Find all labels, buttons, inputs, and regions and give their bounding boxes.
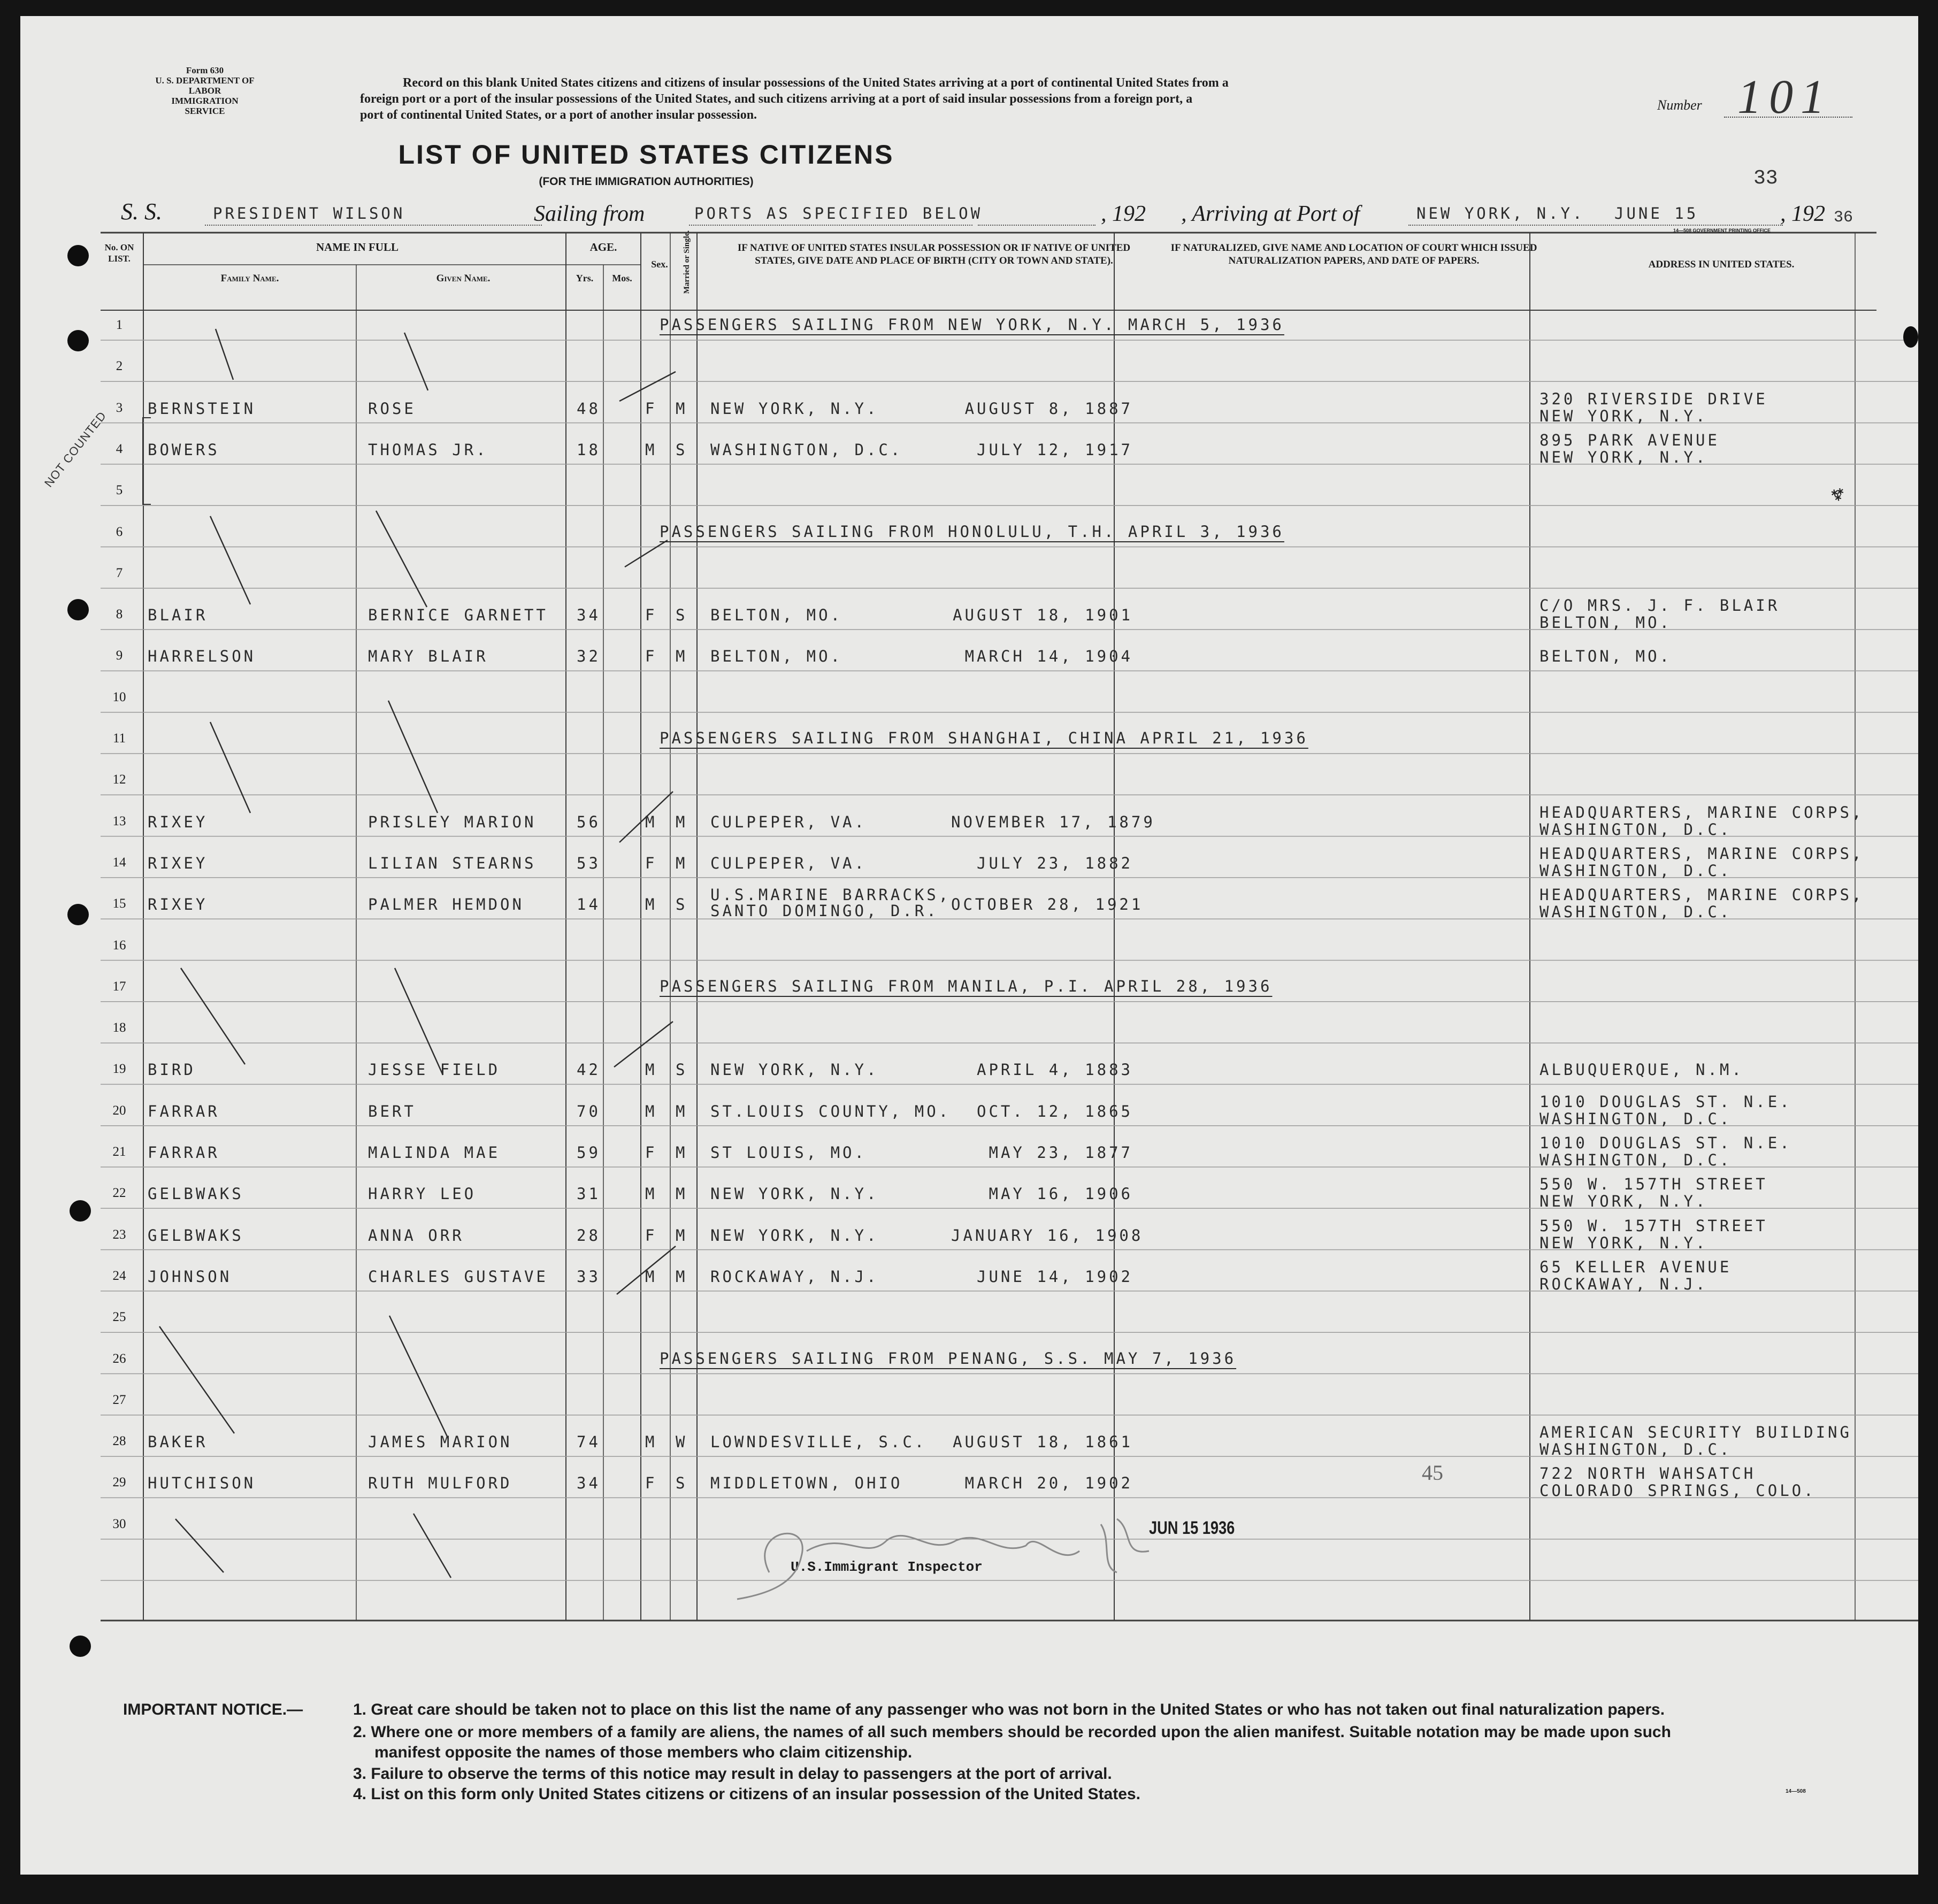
header-naturalization: IF NATURALIZED, GIVE NAME AND LOCATION OF COURT WHICH ISSUED NATURALIZATION PAPERS, AND DATE OF PAPERS.: [1170, 242, 1537, 266]
address-line-1-cell: 1010 DOUGLAS ST. N.E.: [1539, 1092, 1792, 1111]
intro-line-2: foreign port or a port of the insular possessions of the United States, and such citizens arriving at a port of said insular possessions from a foreign port, a: [360, 92, 1193, 106]
age-years-cell: 59: [577, 1143, 601, 1162]
birth-date-cell: JUNE 14, 1902: [977, 1267, 1133, 1286]
service-name: IMMIGRATION SERVICE: [171, 96, 239, 116]
address-line-2-cell: WASHINGTON, D.C.: [1539, 1151, 1732, 1169]
birth-place-cell: ST.LOUIS COUNTY, MO.: [710, 1102, 951, 1120]
birth-place-cell: BELTON, MO.: [710, 606, 843, 625]
row-number: 4: [116, 441, 123, 456]
birth-date-cell: NOVEMBER 17, 1879: [951, 812, 1155, 831]
number-label: Number: [1657, 97, 1702, 113]
birth-date-cell: MARCH 14, 1904: [964, 647, 1133, 666]
punch-hole: [67, 330, 89, 351]
header-married-single: Married or Single.: [683, 230, 691, 294]
row-number: 21: [112, 1145, 126, 1159]
marital-status-cell: S: [676, 1061, 688, 1079]
not-counted-annotation: NOT COUNTED: [42, 409, 109, 490]
sex-cell: F: [645, 854, 657, 872]
marital-status-cell: M: [676, 812, 688, 831]
row-number: 30: [112, 1516, 126, 1531]
family-name-cell: BLAIR: [148, 606, 208, 625]
intro-line-3: port of continental United States, or a port of another insular possession.: [360, 108, 757, 122]
given-name-cell: LILIAN STEARNS: [368, 854, 537, 872]
marital-status-cell: S: [676, 1474, 688, 1493]
printer-mark: 14—508 GOVERNMENT PRINTING OFFICE: [1673, 228, 1771, 233]
marital-status-cell: W: [676, 1433, 688, 1452]
row-number: 27: [112, 1392, 126, 1407]
header-family-name: Family Name.: [220, 273, 279, 284]
row-number: 1: [116, 318, 123, 332]
birth-date-cell: AUGUST 18, 1861: [953, 1433, 1133, 1452]
sex-cell: M: [645, 1267, 657, 1286]
birth-place-cell: U.S.MARINE BARRACKS,: [710, 886, 951, 904]
birth-place-cell: WASHINGTON, D.C.: [710, 440, 903, 459]
header-given-name: Given Name.: [436, 273, 491, 284]
given-name-cell: BERT: [368, 1102, 416, 1120]
address-line-2-cell: WASHINGTON, D.C.: [1539, 903, 1732, 922]
birth-place-cell: BELTON, MO.: [710, 647, 843, 666]
header-years: Yrs.: [576, 273, 594, 283]
address-line-1-cell: 895 PARK AVENUE: [1539, 431, 1720, 449]
row-number: 20: [112, 1103, 126, 1118]
given-name-cell: ROSE: [368, 399, 416, 418]
header-place-of-birth: IF NATIVE OF UNITED STATES INSULAR POSSESSION OR IF NATIVE OF UNITED STATES, GIVE DATE AND PLACE OF BIRTH (CITY OR TOWN AND STATE).: [737, 242, 1131, 266]
address-line-1-cell: HEADQUARTERS, MARINE CORPS,: [1539, 886, 1864, 904]
birth-place-cell: CULPEPER, VA.: [710, 854, 867, 872]
marital-status-cell: S: [676, 440, 688, 459]
section-heading: PASSENGERS SAILING FROM MANILA, P.I. APRIL 28, 1936: [660, 977, 1273, 995]
punch-hole: [67, 245, 89, 266]
document-subtitle: (FOR THE IMMIGRATION AUTHORITIES): [539, 175, 754, 188]
given-name-cell: PRISLEY MARION: [368, 812, 537, 831]
family-name-cell: GELBWAKS: [148, 1226, 244, 1245]
family-name-cell: BOWERS: [148, 440, 220, 459]
notice-item-4: 4. List on this form only United States citizens or citizens of an insular possession of the United States.: [353, 1785, 1140, 1803]
sex-cell: M: [645, 1102, 657, 1120]
given-name-cell: HARRY LEO: [368, 1185, 477, 1203]
row-number: 12: [112, 772, 126, 787]
row-number: 18: [112, 1020, 126, 1035]
row-number: 7: [116, 565, 123, 580]
address-line-2-cell: WASHINGTON, D.C.: [1539, 820, 1732, 839]
birth-date-cell: MARCH 20, 1902: [964, 1474, 1133, 1493]
family-name-cell: RIXEY: [148, 812, 208, 831]
birth-place-cell: NEW YORK, N.Y.: [710, 1185, 879, 1203]
marital-status-cell: M: [676, 647, 688, 666]
address-line-1-cell: 1010 DOUGLAS ST. N.E.: [1539, 1134, 1792, 1152]
age-years-cell: 33: [577, 1267, 601, 1286]
given-name-cell: MALINDA MAE: [368, 1143, 501, 1162]
given-name-cell: PALMER HEMDON: [368, 895, 524, 914]
section-heading: PASSENGERS SAILING FROM SHANGHAI, CHINA APRIL 21, 1936: [660, 729, 1308, 747]
row-number: 15: [112, 896, 126, 911]
inspector-signature: [705, 1508, 1176, 1615]
given-name-cell: CHARLES GUSTAVE: [368, 1267, 548, 1286]
marital-status-cell: M: [676, 1143, 688, 1162]
header-address: ADDRESS IN UNITED STATES.: [1648, 259, 1795, 270]
inspector-title: U.S.Immigrant Inspector: [791, 1559, 983, 1575]
age-years-cell: 18: [577, 440, 601, 459]
row-number: 13: [112, 813, 126, 828]
given-name-cell: JESSE FIELD: [368, 1061, 501, 1079]
address-line-2-cell: WASHINGTON, D.C.: [1539, 1109, 1732, 1128]
row-number: 14: [112, 855, 126, 870]
age-years-cell: 31: [577, 1185, 601, 1203]
row-number: 22: [112, 1186, 126, 1201]
given-name-cell: BERNICE GARNETT: [368, 606, 548, 625]
family-name-cell: RIXEY: [148, 854, 208, 872]
family-name-cell: HUTCHISON: [148, 1474, 256, 1493]
given-name-cell: THOMAS JR.: [368, 440, 488, 459]
form-number: Form 630: [186, 65, 224, 75]
address-line-2-cell: NEW YORK, N.Y.: [1539, 1192, 1708, 1211]
row-number: 11: [112, 731, 126, 746]
birth-date-cell: AUGUST 8, 1887: [964, 399, 1133, 418]
row-number: 6: [116, 524, 123, 539]
row-number: 5: [116, 483, 123, 498]
address-line-1-cell: 550 W. 157TH STREET: [1539, 1175, 1768, 1194]
address-line-1-cell: 320 RIVERSIDE DRIVE: [1539, 389, 1768, 408]
address-line-1-cell: C/O MRS. J. F. BLAIR: [1539, 596, 1780, 615]
row-number: 17: [112, 979, 126, 994]
year-prefix-2: , 192: [1780, 202, 1825, 226]
age-years-cell: 34: [577, 1474, 601, 1493]
punch-hole: [70, 1200, 91, 1222]
address-line-1-cell: 722 NORTH WAHSATCH: [1539, 1464, 1756, 1483]
age-years-cell: 48: [577, 399, 601, 418]
age-years-cell: 70: [577, 1102, 601, 1120]
age-years-cell: 32: [577, 647, 601, 666]
birth-date-cell: AUGUST 18, 1901: [953, 606, 1133, 625]
age-years-cell: 53: [577, 854, 601, 872]
sex-cell: F: [645, 399, 657, 418]
address-line-2-cell: WASHINGTON, D.C.: [1539, 861, 1732, 880]
address-line-1-cell: BELTON, MO.: [1539, 647, 1672, 666]
given-name-cell: RUTH MULFORD: [368, 1474, 512, 1493]
row-number: 16: [112, 938, 126, 953]
marital-status-cell: M: [676, 1267, 688, 1286]
handwritten-list-number: 101: [1737, 71, 1832, 124]
birth-place-cell: MIDDLETOWN, OHIO: [710, 1474, 903, 1493]
sex-cell: M: [645, 895, 657, 914]
sex-cell: M: [645, 1433, 657, 1452]
passenger-count: 45: [1422, 1461, 1443, 1485]
sex-cell: F: [645, 1474, 657, 1493]
birth-date-cell: MAY 16, 1906: [989, 1185, 1133, 1203]
family-name-cell: JOHNSON: [148, 1267, 232, 1286]
header-sex: Sex.: [651, 259, 668, 270]
header-name-in-full: NAME IN FULL: [316, 241, 399, 254]
given-name-cell: ANNA ORR: [368, 1226, 464, 1245]
marital-status-cell: S: [676, 606, 688, 625]
family-name-cell: FARRAR: [148, 1143, 220, 1162]
ss-label: S. S.: [121, 198, 162, 225]
given-name-cell: MARY BLAIR: [368, 647, 488, 666]
address-line-2-cell: NEW YORK, N.Y.: [1539, 1233, 1708, 1252]
notice-footer-mark: 14—508: [1786, 1788, 1806, 1794]
punch-hole: [67, 599, 89, 620]
marital-status-cell: M: [676, 1185, 688, 1203]
section-heading: PASSENGERS SAILING FROM HONOLULU, T.H. APRIL 3, 1936: [660, 522, 1284, 541]
row-number: 23: [112, 1227, 126, 1242]
age-years-cell: 28: [577, 1226, 601, 1245]
row-number: 19: [112, 1062, 126, 1077]
family-name-cell: FARRAR: [148, 1102, 220, 1120]
birth-date-cell: JULY 12, 1917: [977, 440, 1133, 459]
intro-line-1: Record on this blank United States citizens and citizens of insular possessions of the United States arriving at a port of continental United States from a: [403, 76, 1229, 90]
age-years-cell: 34: [577, 606, 601, 625]
marital-status-cell: M: [676, 1102, 688, 1120]
address-line-2-cell: ROCKAWAY, N.J.: [1539, 1275, 1708, 1293]
notice-item-3: 3. Failure to observe the terms of this notice may result in delay to passengers at the port of arrival.: [353, 1765, 1112, 1783]
age-years-cell: 42: [577, 1061, 601, 1079]
birth-date-cell: OCT. 12, 1865: [977, 1102, 1133, 1120]
arrival-stamp-date: JUN 15 1936: [1149, 1518, 1235, 1538]
birth-place-cell: NEW YORK, N.Y.: [710, 1061, 879, 1079]
birth-date-cell: JANUARY 16, 1908: [951, 1226, 1144, 1245]
address-line-2-cell: WASHINGTON, D.C.: [1539, 1440, 1732, 1459]
row-number: 10: [112, 689, 126, 704]
marital-status-cell: M: [676, 399, 688, 418]
sex-cell: F: [645, 647, 657, 666]
notice-heading: IMPORTANT NOTICE.—: [123, 1701, 303, 1718]
family-name-cell: BERNSTEIN: [148, 399, 256, 418]
given-name-cell: JAMES MARION: [368, 1433, 512, 1452]
address-line-2-cell: NEW YORK, N.Y.: [1539, 406, 1708, 425]
address-line-1-cell: 550 W. 157TH STREET: [1539, 1216, 1768, 1235]
row-number: 25: [112, 1310, 126, 1325]
address-line-1-cell: 65 KELLER AVENUE: [1539, 1257, 1732, 1276]
sex-cell: M: [645, 812, 657, 831]
address-line-1-cell: ALBUQUERQUE, N.M.: [1539, 1061, 1744, 1079]
row-number: 24: [112, 1268, 126, 1283]
punch-hole: [70, 1636, 91, 1657]
sailing-label: Sailing from: [534, 202, 645, 226]
punch-hole: [1903, 326, 1918, 348]
notice-item-1: 1. Great care should be taken not to place on this list the name of any passenger who was not born in the United States or who has not taken out final naturalization papers.: [353, 1701, 1665, 1718]
birth-place-cell: LOWNDESVILLE, S.C.: [710, 1433, 927, 1452]
birth-date-cell: OCTOBER 28, 1921: [951, 895, 1144, 914]
birth-place-cell: NEW YORK, N.Y.: [710, 1226, 879, 1245]
notice-item-2b: manifest opposite the names of those members who claim citizenship.: [374, 1744, 913, 1761]
section-heading: PASSENGERS SAILING FROM PENANG, S.S. MAY 7, 1936: [660, 1349, 1237, 1368]
document-title: LIST OF UNITED STATES CITIZENS: [398, 140, 894, 170]
header-months: Mos.: [612, 273, 632, 283]
arriving-label: , Arriving at Port of: [1181, 202, 1360, 226]
year-prefix-1: , 192: [1101, 202, 1146, 226]
header-age: AGE.: [589, 241, 617, 254]
age-years-cell: 14: [577, 895, 601, 914]
marital-status-cell: M: [676, 1226, 688, 1245]
year-suffix: 36: [1834, 209, 1853, 227]
header-no-on-list: No. ON LIST.: [104, 242, 134, 264]
sex-cell: F: [645, 606, 657, 625]
row-number: 28: [112, 1434, 126, 1449]
address-line-1-cell: AMERICAN SECURITY BUILDING: [1539, 1423, 1852, 1442]
age-years-cell: 74: [577, 1433, 601, 1452]
sex-cell: F: [645, 1143, 657, 1162]
sex-cell: M: [645, 1185, 657, 1203]
address-line-2-cell: NEW YORK, N.Y.: [1539, 448, 1708, 466]
marital-status-cell: S: [676, 895, 688, 914]
arriving-port: NEW YORK, N.Y.: [1416, 204, 1585, 222]
birth-place-cell: ROCKAWAY, N.J.: [710, 1267, 879, 1286]
address-line-2-cell: COLORADO SPRINGS, COLO.: [1539, 1481, 1816, 1500]
family-name-cell: BAKER: [148, 1433, 208, 1452]
birth-date-cell: JULY 23, 1882: [977, 854, 1133, 872]
arriving-date: JUNE 15: [1614, 204, 1699, 222]
family-name-cell: RIXEY: [148, 895, 208, 914]
department-name: U. S. DEPARTMENT OF LABOR: [155, 75, 255, 96]
margin-stamp: ⁂: [1829, 486, 1848, 503]
sex-cell: F: [645, 1226, 657, 1245]
manifest-sheet: [20, 16, 1918, 1875]
birth-place-cell: NEW YORK, N.Y.: [710, 399, 879, 418]
row-number: 2: [116, 359, 123, 374]
row-number: 3: [116, 400, 123, 415]
birth-date-cell: MAY 23, 1877: [989, 1143, 1133, 1162]
marital-status-cell: M: [676, 854, 688, 872]
birth-place-cell: ST LOUIS, MO.: [710, 1143, 867, 1162]
birth-date-cell: APRIL 4, 1883: [977, 1061, 1133, 1079]
sex-cell: M: [645, 1061, 657, 1079]
sex-cell: M: [645, 440, 657, 459]
page-mark: 33: [1753, 167, 1778, 190]
punch-hole: [67, 904, 89, 925]
row-number: 26: [112, 1351, 126, 1366]
family-name-cell: GELBWAKS: [148, 1185, 244, 1203]
section-heading: PASSENGERS SAILING FROM NEW YORK, N.Y. MARCH 5, 1936: [660, 316, 1284, 334]
sailing-from: PORTS AS SPECIFIED BELOW: [694, 204, 983, 222]
ship-name: PRESIDENT WILSON: [213, 204, 405, 222]
family-name-cell: BIRD: [148, 1061, 196, 1079]
row-number: 8: [116, 607, 123, 622]
birth-place-line-2-cell: SANTO DOMINGO, D.R.: [710, 902, 939, 920]
family-name-cell: HARRELSON: [148, 647, 256, 666]
not-counted-bracket: [142, 417, 151, 505]
notice-item-2a: 2. Where one or more members of a family are aliens, the names of all such members should be recorded upon the alien manifest. Suitable notation may be made upon such: [353, 1723, 1671, 1741]
age-years-cell: 56: [577, 812, 601, 831]
row-number: 9: [116, 648, 123, 663]
address-line-2-cell: BELTON, MO.: [1539, 613, 1672, 632]
row-number: 29: [112, 1475, 126, 1490]
birth-place-cell: CULPEPER, VA.: [710, 812, 867, 831]
address-line-1-cell: HEADQUARTERS, MARINE CORPS,: [1539, 844, 1864, 863]
address-line-1-cell: HEADQUARTERS, MARINE CORPS,: [1539, 803, 1864, 822]
